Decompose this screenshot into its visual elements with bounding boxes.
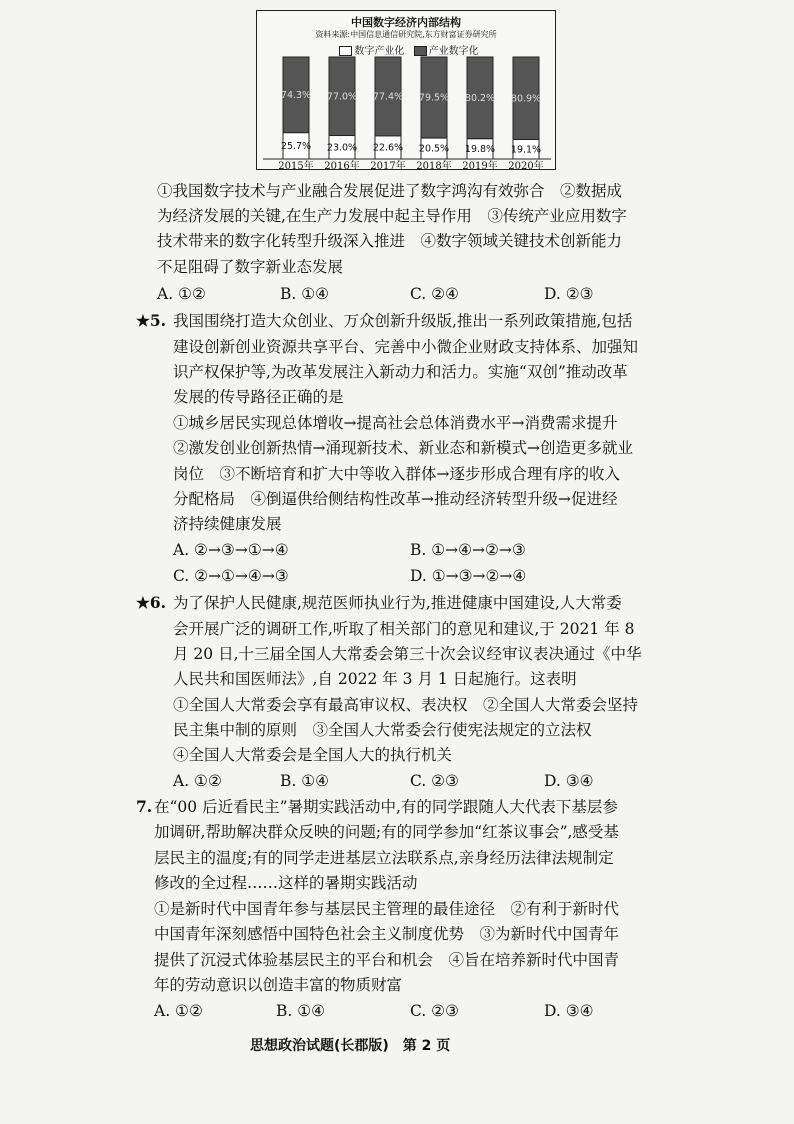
q6-line-6: 民主集中制的原则 ③全国人大常委会行使宪法规定的立法权 [173,721,592,739]
q5-line-8: 分配格局 ④倒逼供给侧结构性改革→推动经济转型升级→促进经 [173,490,618,508]
q6-option-d[interactable]: D. ③④ [544,772,594,790]
chart-source: 资料来源:中国信息通信研究院,东方财富证券研究所 [315,30,497,39]
q6-line-5: ①全国人大常委会享有最高审议权、表决权 ②全国人大常委会坚持 [173,696,639,714]
data-label-industrial-digitalization-3: 79.5% [418,92,450,104]
q7-line-1: 在“00 后近看民主”暑期实践活动中,有的同学跟随人大代表下基层参 [154,798,618,816]
data-label-industrial-digitalization-1: 77.0% [326,91,358,103]
x-tick-label-4: 2019年 [462,161,498,171]
q6-line-2: 会开展广泛的调研工作,听取了相关部门的意见和建议,于 2021 年 8 [173,620,635,638]
q5-option-a[interactable]: A. ②→③→①→④ [173,541,289,559]
q7-option-d[interactable]: D. ③④ [544,1002,594,1020]
q7-number: 7. [136,797,153,816]
chart-plot [257,11,557,171]
q4-option-d[interactable]: D. ②③ [544,285,594,303]
data-label-industrial-digitalization-2: 77.4% [372,91,404,103]
q5-line-5: ①城乡居民实现总体增收→提高社会总体消费水平→消费需求提升 [173,414,618,432]
q7-line-2: 加调研,帮助解决群众反映的问题;有的同学参加“红茶议事会”,感受基 [154,823,619,841]
q6-line-3: 月 20 日,十三届全国人大常委会第三十次会议经审议表决通过《中华 [173,645,642,663]
q4-line-1: ①我国数字技术与产业融合发展促进了数字鸿沟有效弥合 ②数据成 [157,182,623,200]
q6-line-1: 为了保护人民健康,规范医师执业行为,推进健康中国建设,人大常委 [173,594,622,612]
q7-option-b[interactable]: B. ①④ [276,1002,326,1020]
x-tick-label-5: 2020年 [508,161,544,171]
legend-label-0: 数字产业化 [354,46,405,57]
data-label-digital-industrialization-5: 19.1% [510,144,542,156]
q6-line-7: ④全国人大常委会是全国人大的执行机关 [173,746,453,764]
q7-option-c[interactable]: C. ②③ [410,1002,459,1020]
q5-line-7: 岗位 ③不断培育和扩大中等收入群体→逐步形成合理有序的收入 [173,465,620,483]
data-label-digital-industrialization-3: 20.5% [418,143,450,155]
q6-option-c[interactable]: C. ②③ [410,772,459,790]
q7-line-6: 中国青年深刻感悟中国特色社会主义制度优势 ③为新时代中国青年 [154,925,620,943]
q7-line-3: 层民主的温度;有的同学走进基层立法联系点,亲身经历法律法规制定 [154,849,614,867]
x-tick-label-2: 2017年 [370,161,406,171]
q6-number: ★6. [136,593,167,612]
legend-label-1: 产业数字化 [428,46,479,57]
q5-line-9: 济持续健康发展 [173,515,282,533]
data-label-industrial-digitalization-0: 74.3% [280,89,312,101]
q5-number: ★5. [136,311,167,330]
q6-line-4: 人民共和国医师法》,自 2022 年 3 月 1 日起施行。这表明 [173,670,577,688]
data-label-digital-industrialization-0: 25.7% [280,140,312,152]
x-tick-label-1: 2016年 [324,161,360,171]
data-label-digital-industrialization-4: 19.8% [464,143,496,155]
q5-option-c[interactable]: C. ②→①→④→③ [173,567,289,585]
chart-figure [256,10,556,170]
q4-option-b[interactable]: B. ①④ [280,285,330,303]
q5-line-3: 识产权保护等,为改革发展注入新动力和活力。实施“双创”推动改革 [173,363,628,381]
q7-line-7: 提供了沉浸式体验基层民主的平台和机会 ④旨在培养新时代中国青 [154,951,620,969]
q4-option-c[interactable]: C. ②④ [410,285,459,303]
data-label-industrial-digitalization-5: 80.9% [510,93,542,105]
data-label-digital-industrialization-2: 22.6% [372,142,404,154]
chart-title: 中国数字经济内部结构 [351,16,461,29]
q5-option-b[interactable]: B. ①→④→②→③ [410,541,526,559]
q5-line-2: 建设创新创业资源共享平台、完善中小微企业财政支持体系、加强知 [173,338,639,356]
q5-line-6: ②激发创业创新热情→涌现新技术、新业态和新模式→创造更多就业 [173,439,633,457]
data-label-industrial-digitalization-4: 80.2% [464,92,496,104]
x-tick-label-0: 2015年 [278,161,314,171]
q6-option-b[interactable]: B. ①④ [280,772,330,790]
q4-option-a[interactable]: A. ①② [157,285,206,303]
data-label-digital-industrialization-1: 23.0% [326,142,358,154]
q4-line-2: 为经济发展的关键,在生产力发展中起主导作用 ③传统产业应用数字 [157,207,627,225]
q5-line-1: 我国围绕打造大众创业、万众创新升级版,推出一系列政策措施,包括 [173,312,633,330]
q7-option-a[interactable]: A. ①② [154,1002,203,1020]
q4-line-3: 技术带来的数字化转型升级深入推进 ④数字领域关键技术创新能力 [157,232,623,250]
q5-line-4: 发展的传导路径正确的是 [173,388,344,406]
q7-line-4: 修改的全过程……这样的暑期实践活动 [154,874,418,892]
q4-line-4: 不足阻碍了数字新业态发展 [157,258,344,276]
q6-option-a[interactable]: A. ①② [173,772,222,790]
q7-line-5: ①是新时代中国青年参与基层民主管理的最佳途径 ②有利于新时代 [154,900,620,918]
page-footer: 思想政治试题(长郡版) 第 2 页 [250,1038,451,1054]
q5-option-d[interactable]: D. ①→③→②→④ [410,567,527,585]
q7-line-8: 年的劳动意识以创造丰富的物质财富 [154,976,403,994]
x-tick-label-3: 2018年 [416,161,452,171]
